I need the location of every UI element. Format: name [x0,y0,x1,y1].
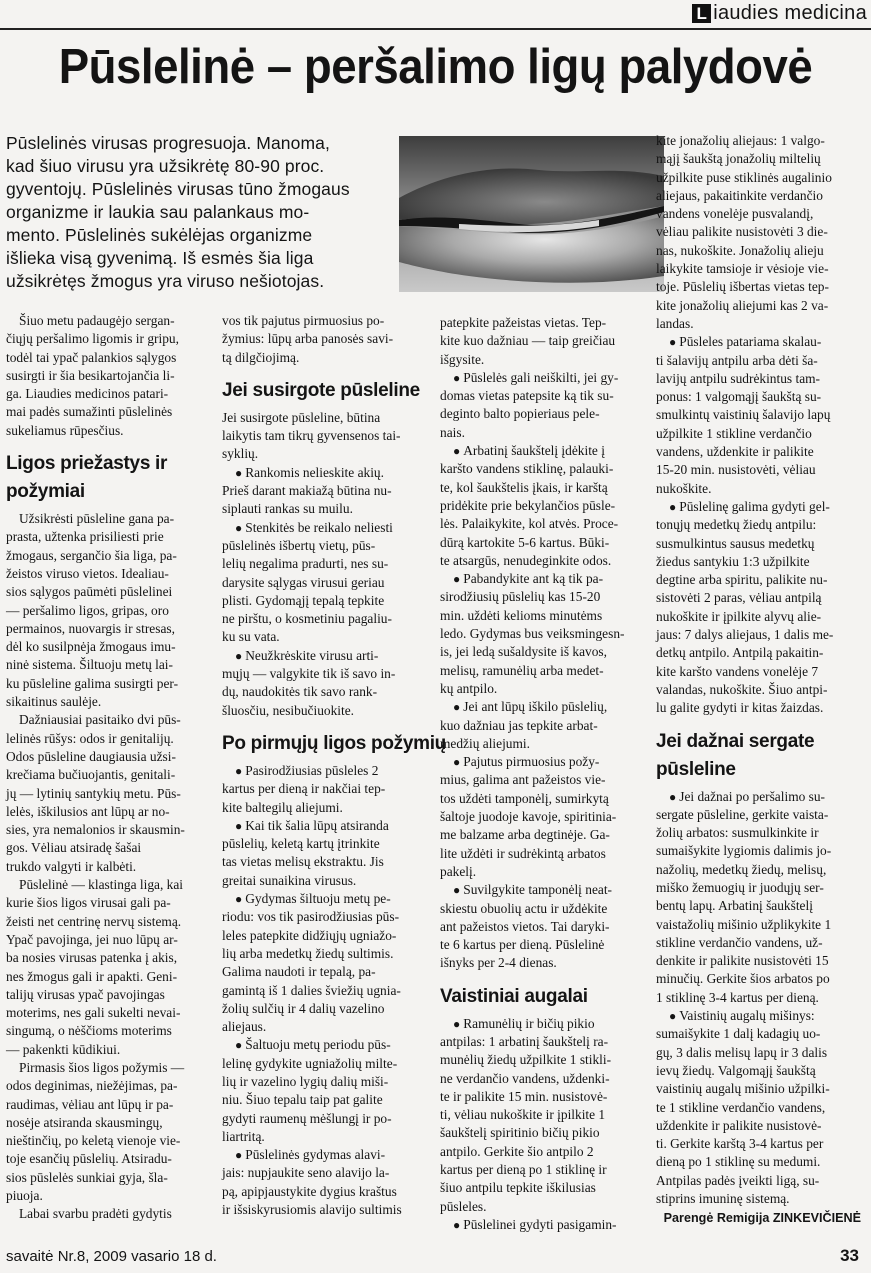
paragraph-line: Jei susirgote pūsleline, būtina [222,409,381,425]
subheading [656,728,861,784]
paragraph-line: moterims, nes gali sukelti nevai- [6,1005,181,1021]
bullet-icon: ● [235,1038,246,1053]
paragraph-line: ant pažeistos vietos. Tai daryki- [440,918,610,934]
paragraph-line: dieną po 1 stiklinę su medumi. [656,1154,821,1170]
bullet-paragraph [440,570,640,698]
bullet-paragraph [440,698,640,753]
paragraph-line: piuoja. [6,1188,43,1204]
bullet-icon: ● [669,1009,680,1024]
header-rule [0,28,871,30]
paragraph-line: kite karšto vandens vonelėje 7 [656,663,819,679]
paragraph-line: 1 stiklinę 3-4 kartus per dieną. [656,989,819,1005]
bullet-paragraph [440,1216,640,1234]
paragraph-line: antpilo. Gerkite šio antpilo 2 [440,1143,594,1159]
paragraph-line: ti šalavijų antpilu arba dėti ša- [656,352,818,368]
paragraph-line: vandens, uždenkite ir palikite [656,444,814,460]
paragraph-line: Antpilas padės įveikti ligą, su- [656,1172,820,1188]
paragraph-line: tonųjų medetkų žiedų antpilu: [656,517,817,533]
paragraph [6,876,204,1059]
paragraph-line: šaukštelį spiritinio bičių pikio [440,1125,600,1141]
paragraph-line: degtine arba spiritu, palikite nu- [656,572,828,588]
paragraph-line: te 1 stikline verdančio vandens, [656,1099,826,1115]
bullet-icon: ● [669,789,680,804]
paragraph-line: žmogaus, sergančio šia liga, pa- [6,547,177,563]
paragraph-line: toje esančių pūslelių. Atsiradu- [6,1151,172,1167]
paragraph-line: sumaišykite 1 dalį kadagių uo- [656,1026,821,1042]
paragraph-line: ievų žiedų. Valgomąjį šaukštą [656,1062,816,1078]
paragraph-line: kartus per dieną ir nakčiai tep- [222,781,386,797]
bullet-icon: ● [669,499,680,514]
paragraph-line: stiprins imuninę sistemą. [656,1191,790,1207]
bullet-paragraph [440,369,640,442]
paragraph-line: singumą, o nėščioms moterims [6,1023,172,1039]
paragraph-line: pūsleles. [440,1198,487,1214]
paragraph-line: vaistažolių mišinio užplikykite 1 [656,916,832,932]
bullet-icon: ● [235,648,246,663]
paragraph-line: ne verdančio vandens, uždenki- [440,1070,610,1086]
page-number: 33 [840,1246,859,1265]
lips-illustration [399,136,664,292]
paragraph-line: Neužkrėskite virusu arti- [245,647,379,663]
paragraph-line: dėl ko susilpnėja žmogaus imu- [6,639,176,655]
lead-line: gyventojų. Pūslelinės virusas tūno žmogaus [6,179,350,199]
lead-line: Pūslelinės virusas progresuoja. Manoma, [6,133,330,153]
paragraph-line: toje. Pūslelių išbertas vietas tep- [656,279,829,295]
paragraph-line: niu. Šiuo tepalu taip pat galite [222,1092,383,1108]
lead-line: mento. Pūslelinės sukėlėjas organizme [6,225,313,245]
paragraph-line: lelinės rūšys: odos ir genitalijų. [6,730,174,746]
paragraph-line: gamintą iš 1 dalies šviežių ugnia- [222,982,401,998]
paragraph [6,1205,204,1223]
paragraph-line: jais: nupjaukite seno alavijo la- [222,1165,390,1181]
paragraph-line: domas vietas patepsite ką tik su- [440,388,614,404]
paragraph-line: Jei dažnai po peršalimo su- [679,788,826,804]
paragraph-line: min. uždėti kelioms minutėms [440,607,603,623]
paragraph-line: pridėkite prie bekylančios pūsle- [440,497,616,513]
paragraph-line: žymius: lūpų arba panosės savi- [222,331,394,347]
paragraph-line: kite baltegilų aliejumi. [222,799,343,815]
subheading [440,983,640,1011]
section-badge-letter: L [692,4,711,23]
paragraph-line: žiedus santykiu 1:3 užpilkite [656,553,810,569]
paragraph-line: nais. [440,424,465,440]
paragraph-line: mąjį šaukštą jonažolių miltelių [656,151,821,167]
paragraph-line: ledo. Gydymas bus veiksmingesn- [440,626,625,642]
paragraph-line: žeistos viruso vietos. Idealiau- [6,565,169,581]
paragraph-line: ti, vėliau nukoškite ir įpilkite 1 [440,1107,606,1123]
paragraph-line: Pabandykite ant ką tik pa- [463,571,604,587]
bullet-icon: ● [453,370,464,385]
paragraph-line: vaistinių augalų mišinio užpilki- [656,1081,830,1097]
paragraph-line: liartritą. [222,1128,265,1144]
paragraph-line: Pūslelinę galima gydyti gel- [679,498,830,514]
page-footer [6,1246,859,1266]
bullet-icon: ● [669,335,680,350]
bullet-icon: ● [453,1217,464,1232]
bullet-paragraph [440,881,640,972]
paragraph-line: nukoškite. [656,480,712,496]
bullet-paragraph [222,817,418,890]
paragraph-line: Rankomis nelieskite akių. [245,464,384,480]
article-column-4 [656,132,861,1228]
lead-line: užsikrėtęs žmogus yra viruso nešiotojas. [6,271,325,291]
author-signature: Parengė Remigija ZINKEVIČIENĖ [663,1211,861,1226]
paragraph-line: kite jonažolių aliejumi kas 2 va- [656,297,829,313]
article-column-3 [440,314,640,1234]
paragraph-line: jaus: 7 dalys aliejaus, 1 dalis me- [656,627,834,643]
paragraph-line: susmulkintus sausus medetkų [656,535,815,551]
subheading-line: Jei dažnai sergate [656,730,815,752]
paragraph-line: sikaitinus saulėje. [6,694,102,710]
paragraph-line: pūslelinės išbertų vietų, pūs- [222,537,376,553]
subheading-line: pūsleline [656,758,736,780]
bullet-icon: ● [235,465,246,480]
lead-line: išlieka visą gyvenimą. Iš esmės šia liga [6,248,314,268]
paragraph-line: šiuo antpilu tepkite iškilusias [440,1180,596,1196]
paragraph-line: užpilkite puse stiklinės augalinio [656,169,832,185]
paragraph [6,312,204,440]
paragraph-line: medžių aliejumi. [440,735,530,751]
paragraph-line: antpilas: 1 arbatinį šaukštelį ra- [440,1033,609,1049]
bullet-icon: ● [453,1016,464,1031]
bullet-icon: ● [235,520,246,535]
paragraph-line: gų, 3 dalis melisų lapų ir 3 dalis [656,1044,828,1060]
paragraph-line: deginto balto popieriaus pele- [440,406,600,422]
paragraph-line: aliejaus. [222,1019,267,1035]
paragraph-line: detkų antpilo. Antpilą pakaitin- [656,645,824,661]
paragraph-line: todėl tai ypač palankios sąlygos [6,349,177,365]
subheading [222,377,418,405]
paragraph-line: riodu: vos tik pasirodžiusias pūs- [222,909,400,925]
paragraph-line: patepkite pažeistas vietas. Tep- [440,315,607,330]
paragraph-line: miško žemuogių ir juodųjų ser- [656,879,824,895]
paragraph-line: lelių negalima pradurti, nes su- [222,556,389,572]
paragraph-line: landas. [656,315,694,331]
paragraph-line: te 6 kartus per dieną. Pūslelinė [440,937,605,953]
paragraph-line: ponus: 1 valgomąjį šaukštą su- [656,389,822,405]
paragraph-line: vos tik pajutus pirmuosius po- [222,313,385,328]
bullet-icon: ● [235,892,246,907]
bullet-paragraph [222,464,418,519]
paragraph-line: sios sąlygos paūmėti pūslelinei [6,584,173,600]
paragraph-line: skiestu obuolių actu ir uždėkite [440,900,608,916]
bullet-icon: ● [453,444,464,459]
paragraph-line: kuo dažniau jas tepkite arbat- [440,717,598,733]
paragraph-line: lavijų antpilu sudrėkintus tam- [656,370,821,386]
paragraph-line: sies, yra nemalonios ir skausmin- [6,822,185,838]
subheading [222,730,446,758]
bullet-icon: ● [453,755,464,770]
paragraph-line: pą, apipjaustykite dygius kraštus [222,1183,397,1199]
paragraph-line: plisti. Gydomąjį tepalą tepkite [222,592,385,608]
article-lead [6,132,390,293]
paragraph-line: kurie šios ligos virusai gali pa- [6,895,171,911]
paragraph-line: trukdo valgyti ir kalbėti. [6,858,137,874]
paragraph-line: Pajutus pirmuosius požy- [463,754,600,770]
paragraph [440,314,640,369]
paragraph-line: permainos, nuovargis ir stresas, [6,620,175,636]
paragraph-line: Ramunėlių ir bičių pikio [463,1015,595,1031]
paragraph-line: ba nosies virusas patenka į akis, [6,950,178,966]
paragraph-line: dūrą kartokite 5-6 kartus. Būki- [440,534,610,550]
paragraph-line: jų — lytinių santykių metu. Pūs- [6,785,181,801]
subheading-line: Po pirmųjų ligos požymių [222,732,446,754]
paragraph-line: nieštinčių, po keletą vienoje vie- [6,1133,181,1149]
paragraph-line: laikytis tam tikrų gyvensenos tai- [222,428,401,444]
paragraph-line: sumaišykite lygiomis dalimis jo- [656,843,832,859]
article-column-1 [6,312,204,1224]
paragraph-line: Pūsleles patariama skalau- [679,334,822,350]
paragraph-line: mius, galima ant pažeistos vie- [440,772,606,788]
paragraph-line: sergate pūsleline, gerkite vaista- [656,806,829,822]
paragraph-line: minučių. Gerkite šios arbatos po [656,971,830,987]
paragraph [6,711,204,876]
paragraph-line: sios pūslelės sunkiai gyja, šla- [6,1169,168,1185]
paragraph-line: 15-20 min. nusistovėti, vėliau [656,462,816,478]
paragraph [6,510,204,711]
bullet-icon: ● [235,818,246,833]
paragraph-line: munėlių žiedų užpilkite 1 stikli- [440,1052,612,1068]
paragraph-line: uždenkite ir palikite nusistovė- [656,1117,822,1133]
paragraph [222,409,418,464]
paragraph-line: Arbatinį šaukštelį įdėkite į [463,443,605,459]
paragraph-line: is, jei ledą sušaldysite iš kavos, [440,644,607,660]
paragraph-line: nes žmogus gali ir apakti. Geni- [6,968,178,984]
paragraph-line: lelinę gydykite ugniažolių milte- [222,1055,398,1071]
paragraph-line: Pūslelinė — klastinga liga, kai [19,877,184,893]
lead-line: kad šiuo virusu yra užsikrėtę 80-90 proc. [6,156,325,176]
lips-photo [399,136,664,292]
subheading-line: Jei susirgote pūsleline [222,379,420,401]
bullet-icon: ● [235,763,246,778]
paragraph-line: kite kuo dažniau — taip greičiau [440,333,616,349]
paragraph-line: pakelį. [440,863,477,879]
paragraph-line: Stenkitės be reikalo neliesti [245,519,393,535]
paragraph-line: Pūslelės gali neiškilti, jei gy- [463,369,619,385]
bullet-paragraph [222,890,418,1036]
paragraph-line: ku pūsleline galima susirgti per- [6,675,179,691]
paragraph-line: Dažniausiai pasitaiko dvi pūs- [19,712,181,728]
paragraph-line: Šaltuoju metų periodu pūs- [245,1037,391,1053]
bullet-paragraph [656,498,861,718]
paragraph-line: Odos pūsleline daugiausia užsi- [6,748,176,764]
paragraph-line: te, kol šaukštelis įkais, ir karštą [440,479,608,495]
paragraph-line: išgysite. [440,351,485,367]
section-label: iaudies medicina [713,1,867,24]
paragraph-line: stikline verdančio vandens, už- [656,934,823,950]
article-title: Pūslelinė – peršalimo ligų palydovė [58,40,813,94]
paragraph-line: valandas, nukoškite. Šiuo antpi- [656,681,828,697]
paragraph-line: susirgti ir šia besikartojančia li- [6,367,175,383]
bullet-paragraph [656,333,861,498]
paragraph-line: Pirmasis šios ligos požymis — [19,1059,185,1075]
bullet-paragraph [656,1007,861,1208]
subheading-line: požymiai [6,481,85,503]
paragraph-line: sirodžiusių pūslelių kas 15-20 [440,589,601,605]
issue-info: savaitė Nr.8, 2009 vasario 18 d. [6,1247,217,1265]
paragraph [222,312,418,367]
bullet-icon: ● [453,883,464,898]
paragraph-line: Jei ant lūpų iškilo pūslelių, [463,699,608,715]
paragraph-line: žolių arbatos: susmulkinkite ir [656,825,819,841]
paragraph-line: sistovėti 2 paras, vėliau antpilą [656,590,822,606]
paragraph-line: te ir palikite 15 min. nusistovė- [440,1088,608,1104]
paragraph-line: gos. Vėliau atsiradę šašai [6,840,142,856]
bullet-paragraph [222,519,418,647]
bullet-icon: ● [453,572,464,587]
bullet-icon: ● [235,1148,246,1163]
paragraph-line: karšto vandens stiklinę, palauki- [440,461,614,477]
paragraph-line: vėliau palikite nusistovėti 3 die- [656,224,828,240]
paragraph-line: smulkintų vaistinių šalavijo lapų [656,407,831,423]
paragraph-line: aliejaus, pakaitinkite verdančio [656,187,823,203]
paragraph-line: melisų, ramunėlių arba medet- [440,662,604,678]
paragraph-line: lu galite gydyti ir kitas žaizdas. [656,700,824,716]
paragraph-line: Pūslelinės gydymas alavi- [245,1147,386,1163]
paragraph-line: šaltoje juodoje kavoje, spiritinia- [440,809,617,825]
bullet-paragraph [656,788,861,1008]
paragraph-line: išnyks per 2-4 dienas. [440,955,557,971]
paragraph-line: Suvilgykite tamponėlį neat- [463,882,613,898]
paragraph-line: Labai svarbu pradėti gydytis [19,1206,172,1222]
bullet-paragraph [222,647,418,720]
paragraph-line: ne pirštu, o kosmetiniu pagaliu- [222,611,392,627]
article-column-2 [222,312,446,1219]
paragraph-line: gydyti raumenų mėšlungį ir po- [222,1110,392,1126]
paragraph-line: ir išsiskyrusiomis alavijo sultimis [222,1202,402,1218]
paragraph-line: mai padės sumažinti pūslelinės [6,404,173,420]
paragraph-line: kų antpilo. [440,680,498,696]
paragraph-line: tos uždėti tamponėlį, sumirkytą [440,790,609,806]
paragraph-line: vandens vonelėje pusvalandį, [656,206,814,222]
paragraph-line: lių ir vazelino lygių dalių miši- [222,1073,389,1089]
paragraph-line: žeisti net centrinę nervų sistemą. [6,913,182,929]
paragraph-line: Pasirodžiusias pūsleles 2 [245,762,379,778]
subheading-line: Ligos priežastys ir [6,453,168,475]
paragraph-line: Šiuo metu padaugėjo sergan- [19,313,175,328]
paragraph-line: kartus per dieną po 1 stiklinę ir [440,1162,607,1178]
paragraph-line: šluosčiu, nesibučiuokite. [222,702,355,718]
paragraph-line: Prieš darant makiažą būtina nu- [222,483,392,499]
paragraph-line: syklių. [222,446,259,462]
paragraph-line: greitai sunaikina virusus. [222,872,357,888]
paragraph-line: ga. Liaudies medicinos patari- [6,386,169,402]
paragraph-line: talijų virusas ypač pavojingas [6,986,165,1002]
paragraph [656,132,861,333]
paragraph-line: lių arba medetkų žiedų sultimis. [222,945,394,961]
paragraph-line: užpilkite 1 stiklinе verdančio [656,425,812,441]
paragraph-line: Vaistinių augalų mišinys: [679,1008,815,1024]
paragraph-line: Pūslelinei gydyti pasigamin- [463,1216,617,1232]
paragraph-line: pūslelių, keletą kartų įtrinkite [222,836,380,852]
paragraph-line: ti. Gerkite karštą 3-4 kartus per [656,1136,824,1152]
paragraph-line: — peršalimo ligos, gripas, oro [6,602,169,618]
paragraph-line: dų, naudokitės tik savo rank- [222,684,378,700]
paragraph-line: darysite sąlygas virusui geriau [222,574,385,590]
bullet-paragraph [222,1146,418,1219]
paragraph-line: prasta, užtenka prisiliesti prie [6,529,164,545]
paragraph-line: nosėje atsiranda skausmingų, [6,1114,163,1130]
paragraph-line: bentų lapų. Arbatinį šaukštelį [656,898,813,914]
paragraph-line: — pakenkti kūdikiui. [6,1041,121,1057]
bullet-paragraph [440,442,640,570]
subheading-line: Vaistiniai augalai [440,985,588,1007]
paragraph-line: lelės, iškilusios ant lūpų ar no- [6,803,170,819]
paragraph-line: te atsargūs, nenudeginkite odos. [440,552,612,568]
paragraph-line: raudimas, vėliau ant lūpų ir pa- [6,1096,174,1112]
paragraph-line: lės. Palaikykite, kol atvės. Proce- [440,516,619,532]
paragraph-line: Užsikrėsti pūsleline gana pa- [19,511,175,527]
paragraph-line: nažolių, medetkų žiedų, melisų, [656,861,827,877]
paragraph-line: žolių sulčių ir 4 dalių vazelino [222,1000,385,1016]
paragraph-line: Ypač pavojinga, jei nuo lūpų ar- [6,931,178,947]
paragraph-line: denkite ir palikite nusistovėti 15 [656,953,829,969]
bullet-paragraph [222,762,418,817]
paragraph-line: leles patepkite didžiųjų ugniažo- [222,927,397,943]
paragraph-line: kite jonažolių aliejaus: 1 valgo- [656,133,825,148]
paragraph-line: me balzame arba degtinėje. Ga- [440,827,610,843]
paragraph-line: siplauti rankas su muilu. [222,501,353,517]
paragraph-line: Gydymas šiltuoju metų pe- [245,891,391,907]
paragraph-line: Kai tik šalia lūpų atsiranda [245,817,389,833]
bullet-paragraph [222,1036,418,1146]
paragraph-line: tas vietas melisų ekstraktu. Jis [222,854,384,870]
section-badge [692,1,867,25]
paragraph-line: mųjų — valgykite tik iš savo in- [222,666,396,682]
paragraph [6,1059,204,1205]
paragraph-line: lite uždėti ir sudrėkintą arbatos [440,845,606,861]
paragraph-line: čiųjų peršalimo ligomis ir gripu, [6,331,179,347]
paragraph-line: ninė sistema. Šiltuoju metų lai- [6,657,173,673]
paragraph-line: krečiama bučiuojantis, genitali- [6,767,176,783]
paragraph-line: ku su vata. [222,629,280,645]
subheading [6,450,204,506]
paragraph-line: laikykite tamsioje ir vėsioje vie- [656,261,829,277]
paragraph-line: tą dilgčiojimą. [222,349,300,365]
paragraph-line: nas, nukoškite. Jonažolių alieju [656,242,824,258]
bullet-paragraph [440,753,640,881]
paragraph-line: Galima naudoti ir tepalą, pa- [222,964,376,980]
paragraph-line: nukoškite ir įpilkite alyvų alie- [656,608,822,624]
paragraph-line: odos deginimas, niežėjimas, pa- [6,1078,178,1094]
bullet-paragraph [440,1015,640,1216]
lead-line: organizme ir laukia sau palankaus mo- [6,202,310,222]
paragraph-line: sukeliamus rūpesčius. [6,422,124,438]
bullet-icon: ● [453,700,464,715]
